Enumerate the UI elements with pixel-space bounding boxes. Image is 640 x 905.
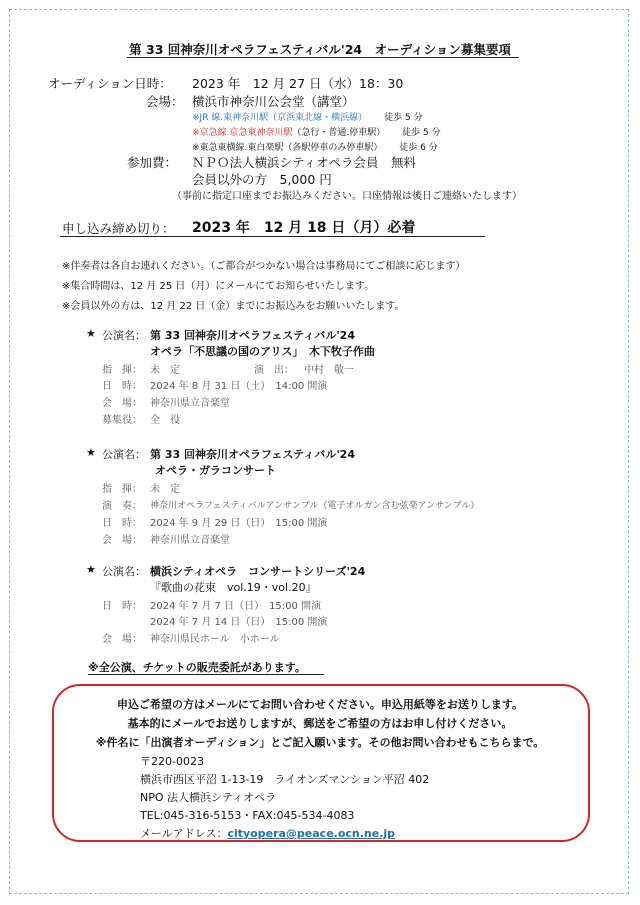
access-lines: （急行・普通.停車駅） (292, 128, 386, 138)
access-station: ※JR 線.東神奈川駅 (192, 113, 269, 123)
perf3-venue-label: 会 場： (102, 634, 142, 645)
contact-line-2: 基本的にメールでお送りしますが、郵送をご希望の方はお申し付けください。 (127, 717, 513, 730)
perf1-roles-label: 募集役： (102, 415, 142, 426)
access-station: ※東急東横線.東白楽駅 (192, 143, 284, 153)
perf3-name-label: 公演名： (102, 565, 146, 578)
contact-phone: TEL:045-316-5153・FAX:045-534-4083 (140, 809, 355, 822)
access-station: ※京急線.京急東神奈川駅 (192, 128, 293, 138)
perf3-date-label: 日 時： (102, 601, 142, 612)
deadline-label: 申し込み締め切り： (62, 221, 175, 236)
perf3-venue: 神奈川県民ホール 小ホール (150, 634, 280, 645)
note-accompanist: ※伴奏者は各自お連れください。（ご都合がつかない場合は事務局にてご相談に応じます） (62, 261, 466, 272)
email-link[interactable]: cityopera@peace.ocn.ne.jp (227, 827, 396, 840)
fee-member: ＮＰＯ法人横浜シティオペラ会員 無料 (192, 155, 417, 170)
perf1-date: 2024 年 8 月 31 日（土） 14:00 開演 (150, 381, 328, 392)
audition-venue-label: 会場： (146, 94, 184, 109)
star-icon: ★ (86, 446, 96, 459)
access-walk: 徒歩 5 分 (402, 128, 441, 138)
star-icon: ★ (86, 563, 96, 576)
contact-line-1: 申込ご希望の方はメールにてお問い合わせください。申込用紙等をお送りします。 (117, 698, 523, 711)
audition-date-label: オーディション日時： (48, 76, 172, 91)
perf1-roles: 全 役 (150, 415, 180, 426)
deadline-value: 2023 年 12 月 18 日（月）必着 (192, 220, 416, 236)
perf1-director-label: 演 出： (254, 365, 294, 376)
audition-venue-value: 横浜市神奈川公会堂（講堂） (192, 94, 355, 109)
email-label: メールアドレス： (140, 827, 228, 840)
page-title: 第 33 回神奈川オペラフェスティバル'24 オーディション募集要項 (129, 42, 511, 57)
fee-label: 参加費： (127, 155, 178, 170)
access-row-keikyu (192, 125, 441, 138)
deadline-underline (60, 236, 485, 237)
contact-line-3: ※件名に「出演者オーディション」とご記入願います。その他お問い合わせもこちらまで。 (95, 736, 545, 749)
perf1-conductor-label: 指 揮： (102, 365, 142, 376)
access-row-tokyu (192, 140, 438, 153)
access-walk: 徒歩 6 分 (399, 143, 438, 153)
perf3-date-2: 2024 年 7 月 14 日（日） 15:00 開演 (150, 617, 328, 628)
audition-date-value: 2023 年 12 月 27 日（水）18：30 (192, 76, 404, 91)
perf2-subtitle: オペラ・ガラコンサート (155, 464, 276, 477)
access-lines: （京浜東北線・横浜線） (268, 113, 368, 123)
perf2-date: 2024 年 9 月 29 日（日） 15:00 開演 (150, 518, 328, 529)
fee-nonmember: 会員以外の方 5,000 円 (192, 172, 332, 187)
access-walk: 徒歩 5 分 (384, 113, 423, 123)
perf1-director: 中村 敬一 (304, 365, 354, 376)
star-icon: ★ (86, 327, 96, 340)
perf2-venue: 神奈川県立音楽堂 (150, 535, 230, 546)
perf3-subtitle: 『歌曲の花束 vol.19・vol.20』 (150, 581, 317, 594)
perf2-ensemble: 神奈川オペラフェスティバルアンサンブル（電子オルガン含む弦楽アンサンブル） (150, 501, 480, 511)
perf3-name: 横浜シティオペラ コンサートシリーズ'24 (150, 565, 366, 578)
perf2-date-label: 日 時： (102, 518, 142, 529)
perf2-conductor-label: 指 揮： (102, 484, 142, 495)
perf1-venue: 神奈川県立音楽堂 (150, 398, 230, 409)
ticket-notice-underline (88, 674, 324, 675)
fee-note: （事前に指定口座までお振込みください。口座情報は後日ご連絡いたします） (172, 191, 522, 202)
contact-email-row (140, 825, 395, 841)
perf1-name-label: 公演名： (102, 329, 146, 342)
contact-postal: 〒220-0023 (140, 755, 204, 768)
perf3-date-1: 2024 年 7 月 7 日（日） 15:00 開演 (150, 601, 322, 612)
perf2-ensemble-label: 演 奏： (102, 501, 142, 512)
note-nonmember-payment: ※会員以外の方は、12 月 22 日（金）までにお振込みをお願いいたします。 (62, 301, 405, 312)
access-row-jr (192, 110, 423, 123)
access-lines: （各駅停車のみ停車駅） (283, 143, 383, 153)
perf2-name: 第 33 回神奈川オペラフェスティバル'24 (150, 448, 355, 461)
perf1-date-label: 日 時： (102, 381, 142, 392)
perf1-conductor: 未 定 (150, 365, 180, 376)
perf1-subtitle: オペラ「不思議の国のアリス」 木下牧子作曲 (150, 345, 375, 358)
title-underline (127, 57, 519, 58)
perf1-venue-label: 会 場： (102, 398, 142, 409)
perf1-name: 第 33 回神奈川オペラフェスティバル'24 (150, 329, 355, 342)
contact-org: NPO 法人横浜シティオペラ (140, 791, 277, 804)
perf2-venue-label: 会 場： (102, 535, 142, 546)
perf2-conductor: 未 定 (150, 484, 180, 495)
note-meeting-time: ※集合時間は、12 月 25 日（月）にメールにてお知らせいたします。 (62, 281, 375, 292)
ticket-notice: ※全公演、チケットの販売委託があります。 (88, 661, 306, 674)
perf2-name-label: 公演名： (102, 448, 146, 461)
contact-address: 横浜市西区平沼 1-13-19 ライオンズマンション平沼 402 (140, 773, 430, 786)
